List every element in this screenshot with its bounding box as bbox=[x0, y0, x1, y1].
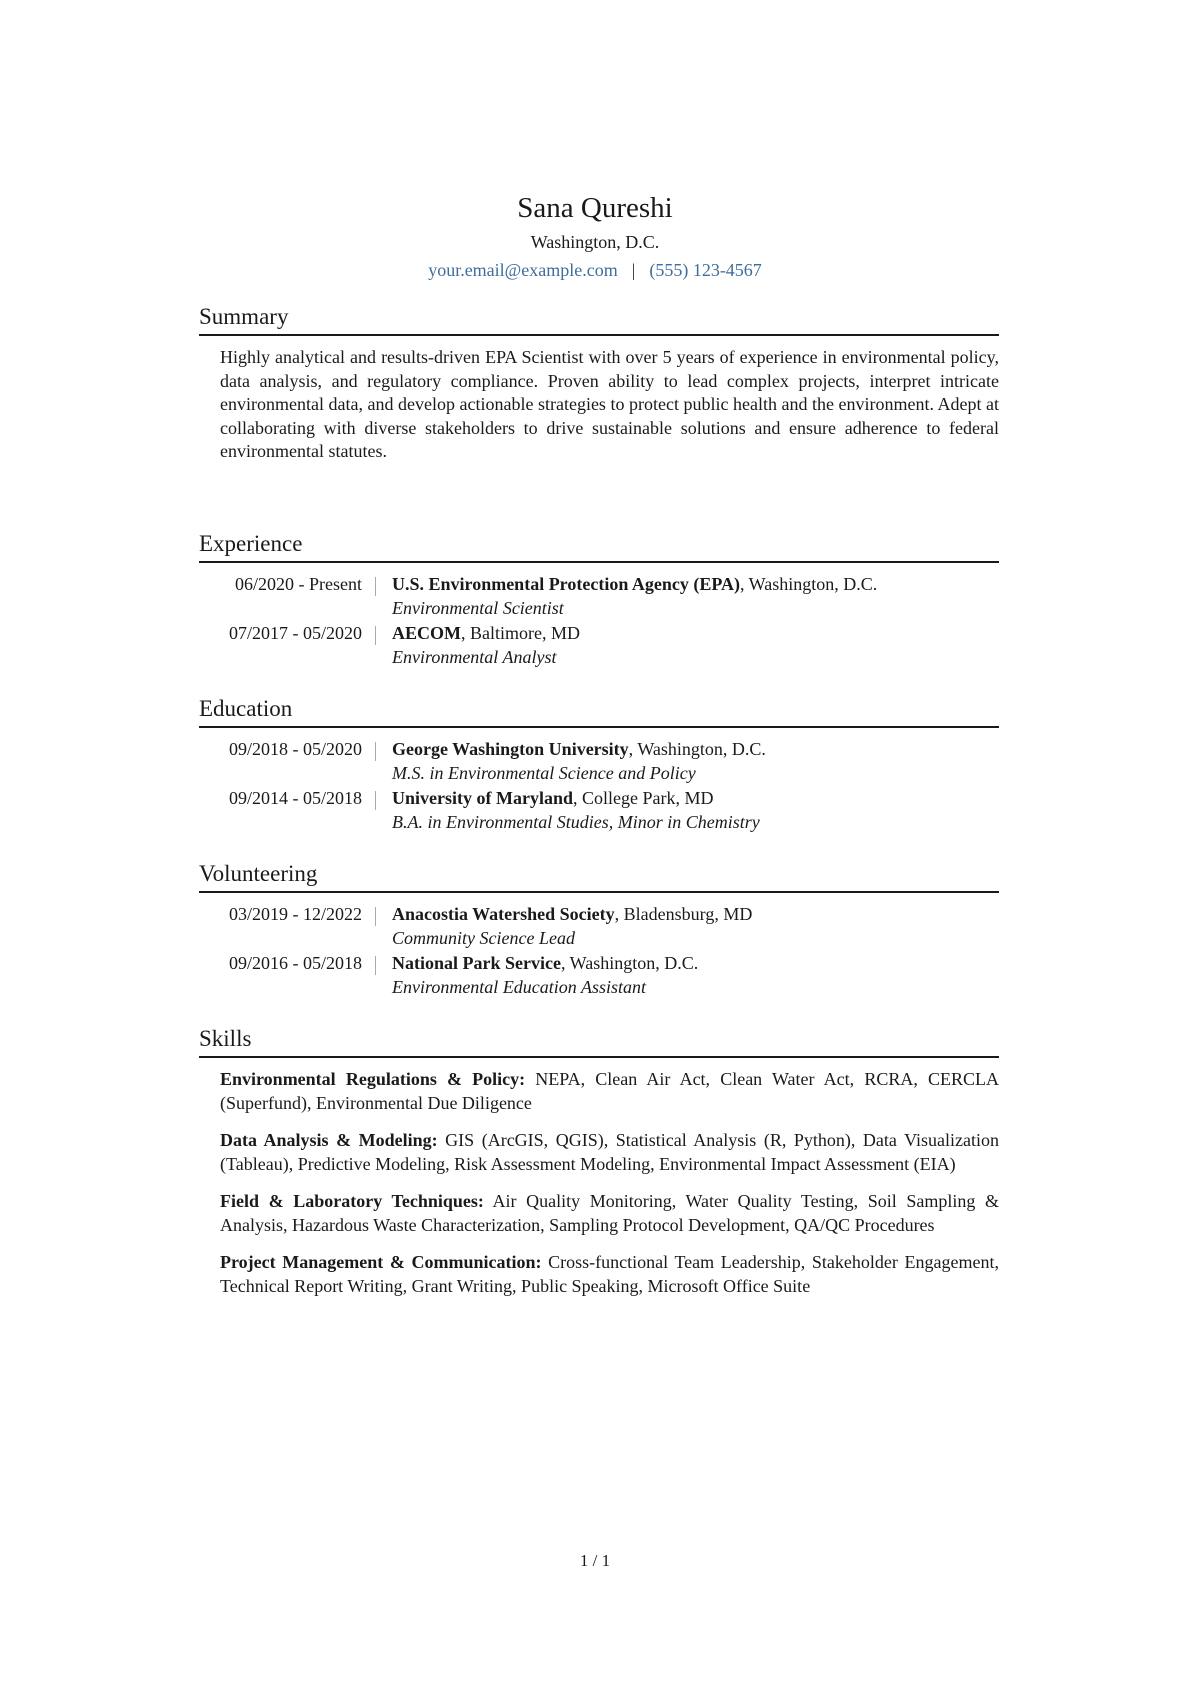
section-divider bbox=[199, 891, 999, 893]
skill-group bbox=[220, 1190, 999, 1237]
entry-organization: National Park Service bbox=[392, 953, 561, 973]
education-entry bbox=[199, 738, 999, 785]
entry-degree: M.S. in Environmental Science and Policy bbox=[392, 762, 696, 783]
summary-section bbox=[199, 303, 999, 464]
section-divider bbox=[199, 726, 999, 728]
contact-separator: | bbox=[631, 260, 636, 280]
resume-header bbox=[0, 190, 1190, 282]
skill-details: Air Quality Monitoring, Water Quality Testing, Soil Sampling & Analysis, Hazardous Waste Characterization, Sampling Protocol Development, QA/QC Procedures bbox=[220, 1191, 999, 1235]
entry-organization: Anacostia Watershed Society bbox=[392, 904, 615, 924]
section-divider bbox=[199, 334, 999, 336]
entry-body bbox=[376, 903, 999, 950]
entry-body bbox=[376, 622, 999, 669]
skill-category: Environmental Regulations & Policy: bbox=[220, 1069, 526, 1089]
summary-text: Highly analytical and results-driven EPA Scientist with over 5 years of experience in environmental policy, data analysis, and regulatory compliance. Proven ability to lead complex projects, interpret intricate environmental data, and develop actionable strategies to protect public health and the environment. Adept at collaborating with diverse stakeholders to drive sustainable solutions and ensure adherence to federal environmental statutes. bbox=[220, 347, 999, 461]
section-title-volunteering: Volunteering bbox=[199, 861, 318, 886]
skill-details: GIS (ArcGIS, QGIS), Statistical Analysis (R, Python), Data Visualization (Tableau), Predictive Modeling, Risk Assessment Modeling, Environmental Impact Assessment (EIA) bbox=[220, 1130, 999, 1174]
entry-degree: B.A. in Environmental Studies, Minor in Chemistry bbox=[392, 811, 760, 832]
experience-list bbox=[199, 573, 999, 669]
email-link[interactable]: your.email@example.com bbox=[428, 260, 618, 280]
section-title-summary: Summary bbox=[199, 304, 289, 329]
entry-body bbox=[376, 787, 999, 834]
entry-dates: 09/2018 - 05/2020 bbox=[199, 738, 376, 785]
skill-category: Data Analysis & Modeling: bbox=[220, 1130, 438, 1150]
contact-line bbox=[0, 258, 1190, 282]
entry-location: , Washington, D.C. bbox=[739, 574, 878, 594]
section-divider bbox=[199, 1056, 999, 1058]
experience-section bbox=[199, 530, 999, 669]
education-list bbox=[199, 738, 999, 834]
entry-organization: AECOM bbox=[392, 623, 461, 643]
page-number: 1 / 1 bbox=[579, 1551, 611, 1570]
skill-group bbox=[220, 1251, 999, 1298]
entry-dates: 07/2017 - 05/2020 bbox=[199, 622, 376, 669]
entry-location: , College Park, MD bbox=[572, 788, 714, 808]
entry-dates: 09/2014 - 05/2018 bbox=[199, 787, 376, 834]
education-entry bbox=[199, 787, 999, 834]
entry-organization: U.S. Environmental Protection Agency (EPA) bbox=[392, 574, 740, 594]
entry-role: Environmental Education Assistant bbox=[392, 976, 646, 997]
entry-role: Environmental Scientist bbox=[392, 597, 564, 618]
entry-dates: 09/2016 - 05/2018 bbox=[199, 952, 376, 999]
section-title-skills: Skills bbox=[199, 1026, 252, 1051]
section-divider bbox=[199, 561, 999, 563]
entry-location: , Bladensburg, MD bbox=[614, 904, 753, 924]
entry-role: Community Science Lead bbox=[392, 927, 575, 948]
skill-details: NEPA, Clean Air Act, Clean Water Act, RCRA, CERCLA (Superfund), Environmental Due Diligence bbox=[220, 1069, 999, 1113]
skill-category: Field & Laboratory Techniques: bbox=[220, 1191, 484, 1211]
entry-organization: George Washington University bbox=[392, 739, 629, 759]
entry-location: , Baltimore, MD bbox=[461, 623, 580, 643]
entry-body bbox=[376, 952, 999, 999]
skill-category: Project Management & Communication: bbox=[220, 1252, 542, 1272]
entry-body bbox=[376, 738, 999, 785]
volunteering-entry bbox=[199, 903, 999, 950]
experience-entry bbox=[199, 622, 999, 669]
skill-group bbox=[220, 1068, 999, 1115]
skill-group bbox=[220, 1129, 999, 1176]
volunteering-list bbox=[199, 903, 999, 999]
volunteering-entry bbox=[199, 952, 999, 999]
experience-entry bbox=[199, 573, 999, 620]
entry-body bbox=[376, 573, 999, 620]
section-title-education: Education bbox=[199, 696, 293, 721]
candidate-location: Washington, D.C. bbox=[530, 232, 660, 252]
education-section bbox=[199, 695, 999, 834]
entry-location: , Washington, D.C. bbox=[560, 953, 699, 973]
skills-list bbox=[220, 1068, 999, 1298]
entry-organization: University of Maryland bbox=[392, 788, 573, 808]
entry-dates: 06/2020 - Present bbox=[199, 573, 376, 620]
section-title-experience: Experience bbox=[199, 531, 303, 556]
candidate-name: Sana Qureshi bbox=[517, 192, 673, 224]
skill-details: Cross-functional Team Leadership, Stakeholder Engagement, Technical Report Writing, Grant Writing, Public Speaking, Microsoft Office Suite bbox=[220, 1252, 999, 1296]
entry-dates: 03/2019 - 12/2022 bbox=[199, 903, 376, 950]
entry-location: , Washington, D.C. bbox=[628, 739, 766, 759]
entry-role: Environmental Analyst bbox=[392, 646, 557, 667]
skills-section bbox=[199, 1025, 999, 1312]
phone-link[interactable]: (555) 123-4567 bbox=[649, 260, 762, 280]
volunteering-section bbox=[199, 860, 999, 999]
